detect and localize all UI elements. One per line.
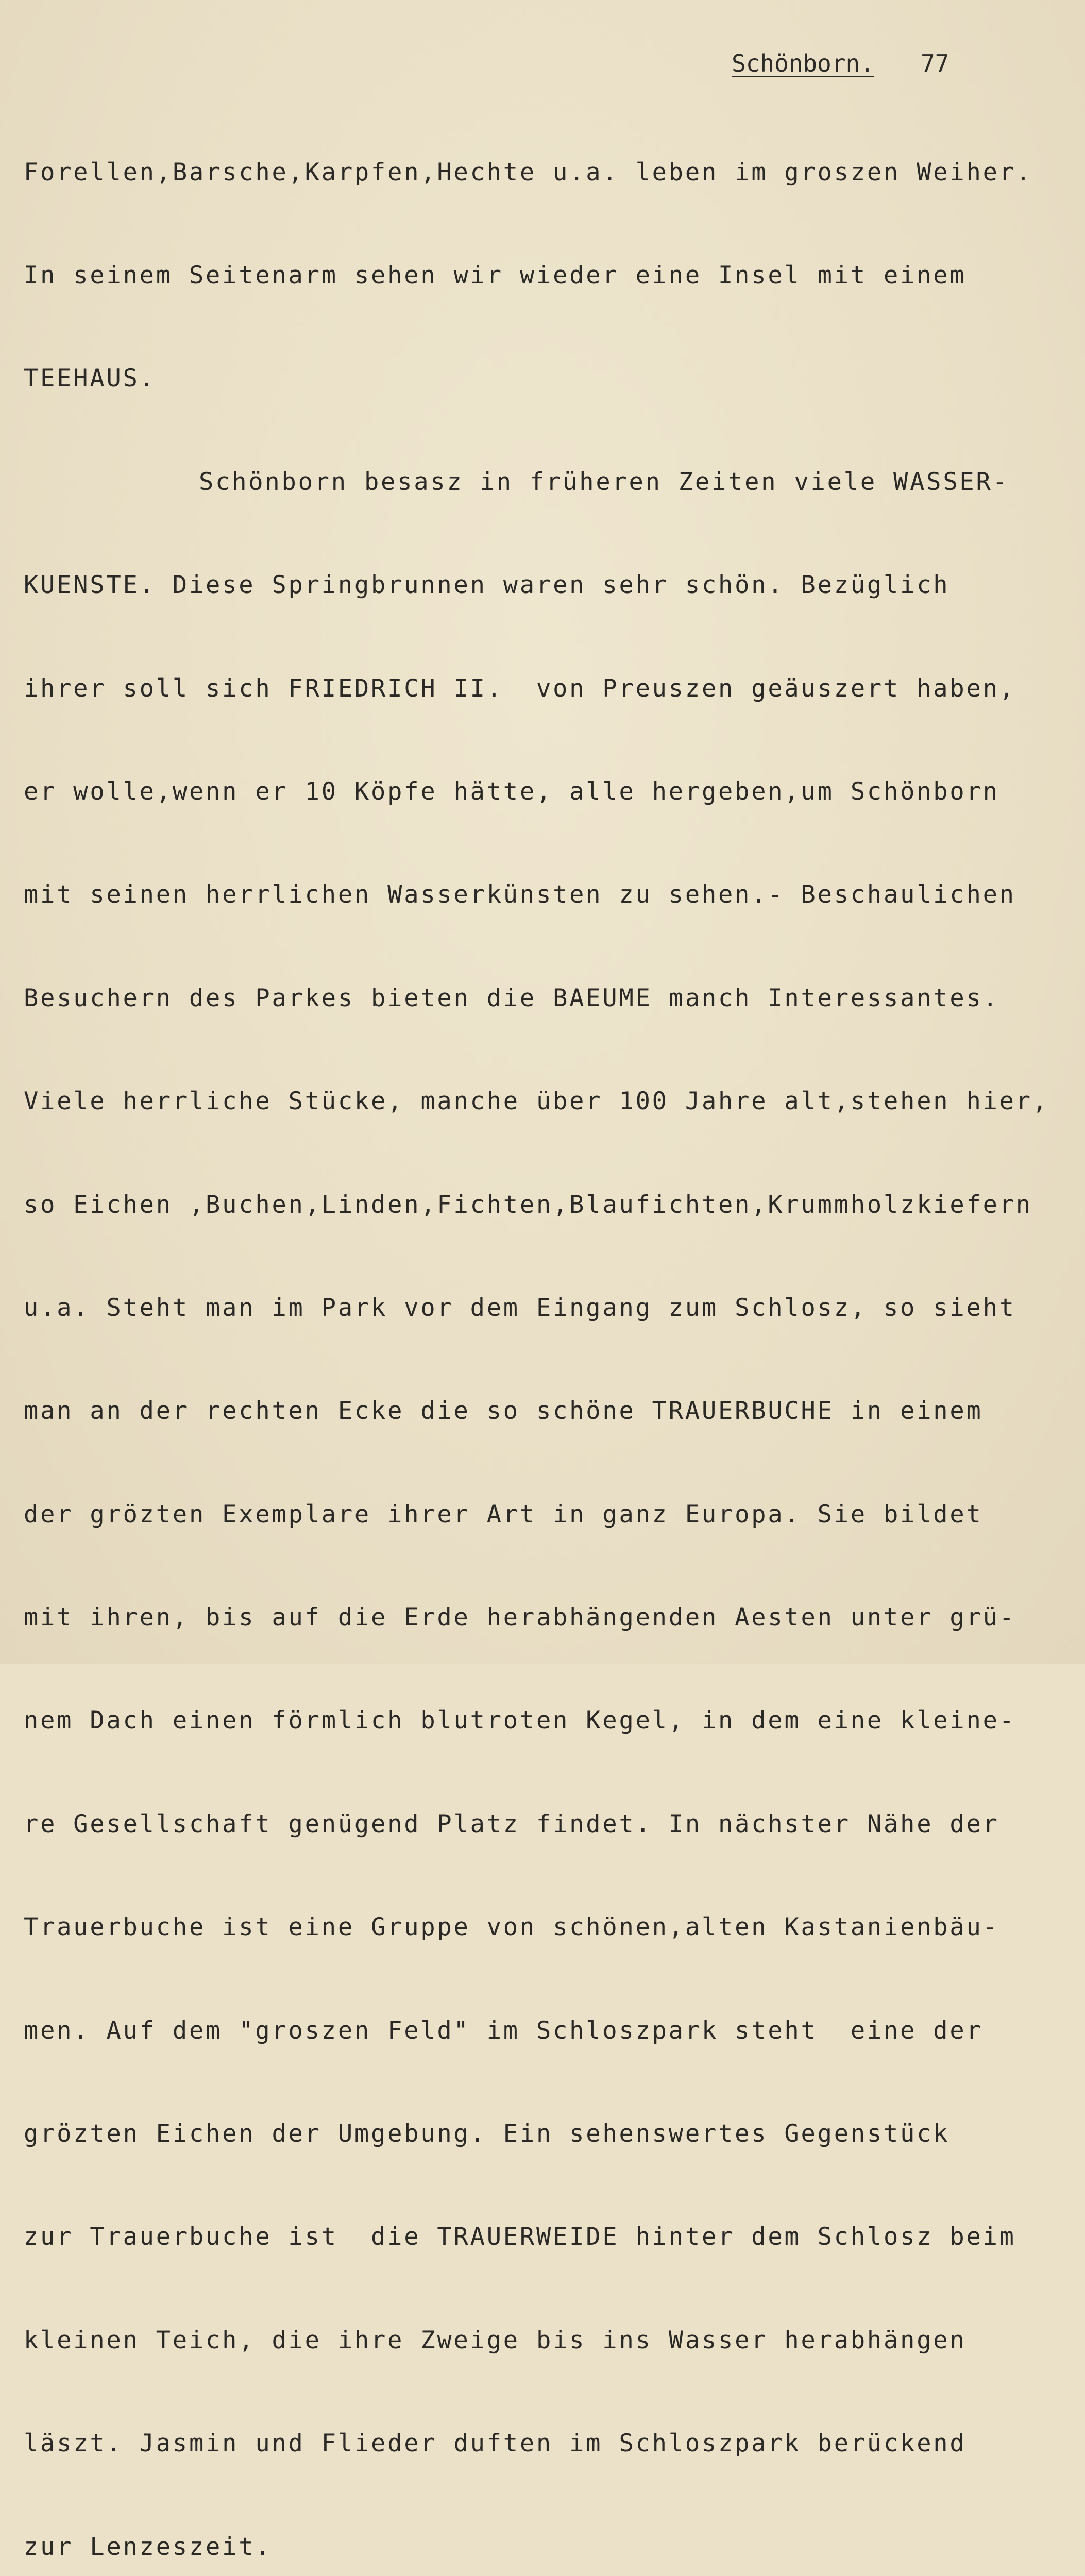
text-line: Forellen,Barsche,Karpfen,Hechte u.a. leben im groszen Weiher. — [24, 158, 1032, 187]
text-line: Besuchern des Parkes bieten die BAEUME manch Interessantes. — [24, 984, 999, 1012]
text-line: nem Dach einen förmlich blutroten Kegel, in dem eine kleine- — [24, 1706, 1016, 1735]
text-line: Trauerbuche ist eine Gruppe von schönen,alten Kastanienbäu- — [24, 1913, 999, 1942]
text-line: grözten Eichen der Umgebung. Ein sehenswertes Gegenstück — [24, 2120, 950, 2148]
text-line: In seinem Seitenarm sehen wir wieder eine Insel mit einem — [24, 261, 967, 290]
text-line: u.a. Steht man im Park vor dem Eingang zum Schlosz, so sieht — [24, 1293, 1016, 1322]
text-line: Schönborn besasz in früheren Zeiten viele WASSER- — [199, 467, 1009, 496]
text-line: er wolle,wenn er 10 Köpfe hätte, alle hergeben,um Schönborn — [24, 777, 999, 806]
text-line: mit seinen herrlichen Wasserkünsten zu sehen.- Beschaulichen — [24, 880, 1016, 909]
text-line: man an der rechten Ecke die so schöne TRAUERBUCHE in einem — [24, 1397, 983, 1426]
text-line: ihrer soll sich FRIEDRICH II. von Preuszen geäuszert haben, — [24, 674, 1016, 703]
text-line: zur Trauerbuche ist die TRAUERWEIDE hinter dem Schlosz beim — [24, 2223, 1016, 2251]
text-line: KUENSTE. Diese Springbrunnen waren sehr schön. Bezüglich — [24, 571, 950, 600]
body-text — [24, 87, 1070, 2576]
text-line: zur Lenzeszeit. — [24, 2532, 272, 2561]
running-title: Schönborn. — [732, 49, 874, 77]
text-line: re Gesellschaft genügend Platz findet. In nächster Nähe der — [24, 1809, 999, 1838]
text-line: TEEHAUS. — [24, 364, 156, 393]
text-line: mit ihren, bis auf die Erde herabhängenden Aesten unter grü- — [24, 1603, 1016, 1632]
page-header — [732, 49, 1041, 77]
page-number: 77 — [920, 49, 950, 77]
text-line: der grözten Exemplare ihrer Art in ganz Europa. Sie bildet — [24, 1500, 983, 1529]
text-line: Viele herrliche Stücke, manche über 100 Jahre alt,stehen hier, — [24, 1087, 1049, 1116]
text-line: kleinen Teich, die ihre Zweige bis ins Wasser herabhängen — [24, 2326, 967, 2354]
text-line: so Eichen ,Buchen,Linden,Fichten,Blaufichten,Krummholzkiefern — [24, 1190, 1032, 1219]
text-line: men. Auf dem "groszen Feld" im Schloszpark steht eine der — [24, 2016, 983, 2045]
text-line: läszt. Jasmin und Flieder duften im Schloszpark berückend — [24, 2429, 967, 2458]
